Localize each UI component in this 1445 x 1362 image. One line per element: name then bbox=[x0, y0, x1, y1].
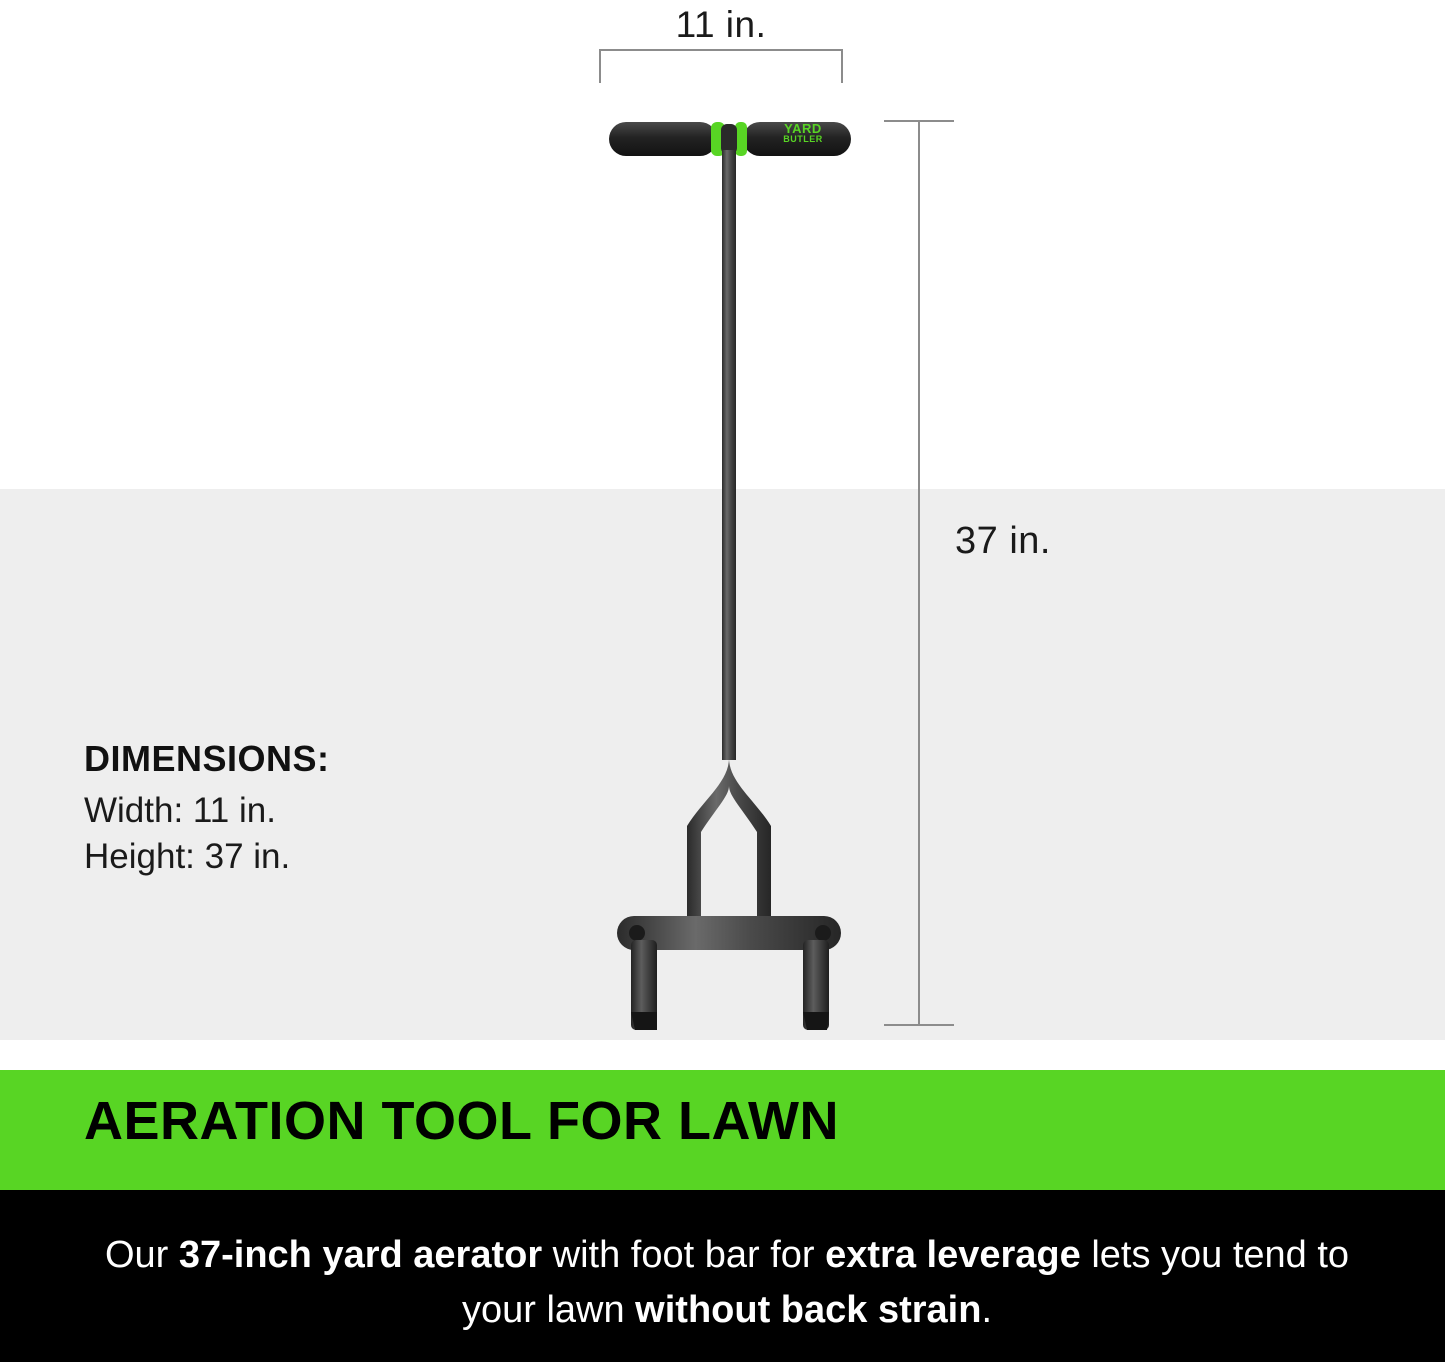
height-dimension-tick-top bbox=[884, 120, 954, 122]
aerator-tool-illustration bbox=[595, 110, 865, 1040]
dimensions-height-line: Height: 37 in. bbox=[84, 837, 291, 877]
brand-logo-line1: YARD bbox=[784, 121, 822, 136]
brand-logo-line2: BUTLER bbox=[783, 134, 823, 144]
footer-part-4: . bbox=[981, 1289, 993, 1332]
width-dimension-line bbox=[599, 49, 843, 51]
footer-part-2: with foot bar for bbox=[542, 1234, 826, 1276]
footer-description bbox=[84, 1228, 1370, 1338]
width-dimension-tick-left bbox=[599, 49, 601, 83]
height-dimension-label: 37 in. bbox=[955, 520, 1051, 562]
width-dimension-label: 11 in. bbox=[675, 4, 767, 45]
height-dimension-callout bbox=[884, 118, 954, 1028]
dimensions-width-line: Width: 11 in. bbox=[84, 791, 276, 830]
footer-bold-2: extra leverage bbox=[825, 1234, 1081, 1276]
footer-bold-1: 37-inch yard aerator bbox=[178, 1234, 543, 1276]
dimensions-heading: DIMENSIONS: bbox=[84, 738, 330, 779]
headline-text: AERATION TOOL FOR LAWN bbox=[84, 1091, 839, 1151]
height-dimension-line bbox=[918, 120, 920, 1026]
footer-part-1: Our bbox=[104, 1234, 179, 1276]
width-dimension-tick-right bbox=[841, 49, 843, 83]
footer-bold-3: without back strain bbox=[635, 1289, 982, 1332]
white-separator-band bbox=[0, 1040, 1445, 1070]
footer-part-3: lets you tend to your lawn bbox=[461, 1234, 1350, 1332]
dimensions-text-block bbox=[84, 738, 504, 880]
height-dimension-tick-bottom bbox=[884, 1024, 954, 1026]
width-dimension-callout bbox=[598, 4, 844, 84]
